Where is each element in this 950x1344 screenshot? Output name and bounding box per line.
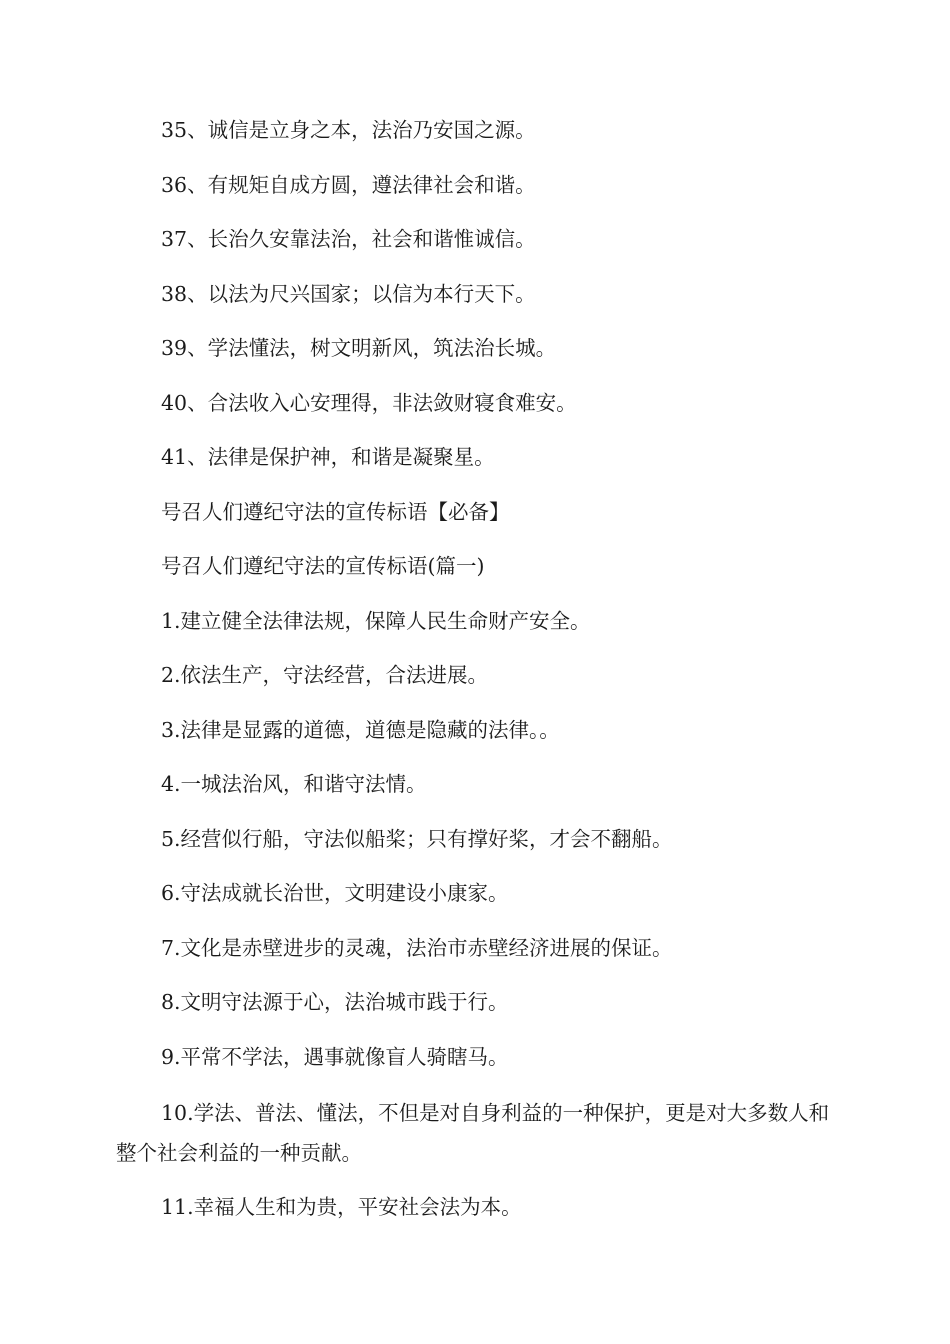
paragraph-37: 37、长治久安靠法治，社会和谐惟诚信。 xyxy=(161,227,536,251)
slogan-10: 10.学法、普法、懂法，不但是对自身利益的一种保护，更是对大多数人和整个社会利益的一种贡献。 xyxy=(116,1101,830,1165)
slogan-2: 2.依法生产，守法经营，合法进展。 xyxy=(161,663,489,687)
paragraph-36: 36、有规矩自成方圆，遵法律社会和谐。 xyxy=(161,172,536,197)
slogan-1: 1.建立健全法律法规，保障人民生命财产安全。 xyxy=(161,608,591,633)
paragraph-40: 40、合法收入心安理得，非法敛财寝食难安。 xyxy=(161,390,577,415)
document-body xyxy=(116,112,836,1244)
paragraph-39: 39、学法懂法，树文明新风，筑法治长城。 xyxy=(161,336,557,360)
subsection-heading: 号召人们遵纪守法的宣传标语(篇一) xyxy=(161,554,485,578)
paragraph-41: 41、法律是保护神，和谐是凝聚星。 xyxy=(161,445,495,469)
paragraph-38: 38、以法为尺兴国家；以信为本行天下。 xyxy=(161,281,536,306)
slogan-7: 7.文化是赤壁进步的灵魂，法治市赤壁经济进展的保证。 xyxy=(161,935,673,960)
slogan-4: 4.一城法治风，和谐守法情。 xyxy=(161,772,427,796)
section-heading: 号召人们遵纪守法的宣传标语【必备】 xyxy=(161,499,510,524)
paragraph-35: 35、诚信是立身之本，法治乃安国之源。 xyxy=(161,118,536,142)
slogan-3: 3.法律是显露的道德，道德是隐藏的法律。。 xyxy=(161,717,560,742)
slogan-11: 11.幸福人生和为贵，平安社会法为本。 xyxy=(161,1195,522,1219)
slogan-5: 5.经营似行船，守法似船桨；只有撑好桨，才会不翻船。 xyxy=(161,826,673,851)
slogan-6: 6.守法成就长治世，文明建设小康家。 xyxy=(161,881,509,905)
slogan-9: 9.平常不学法，遇事就像盲人骑瞎马。 xyxy=(161,1044,509,1069)
slogan-8: 8.文明守法源于心，法治城市践于行。 xyxy=(161,990,509,1014)
